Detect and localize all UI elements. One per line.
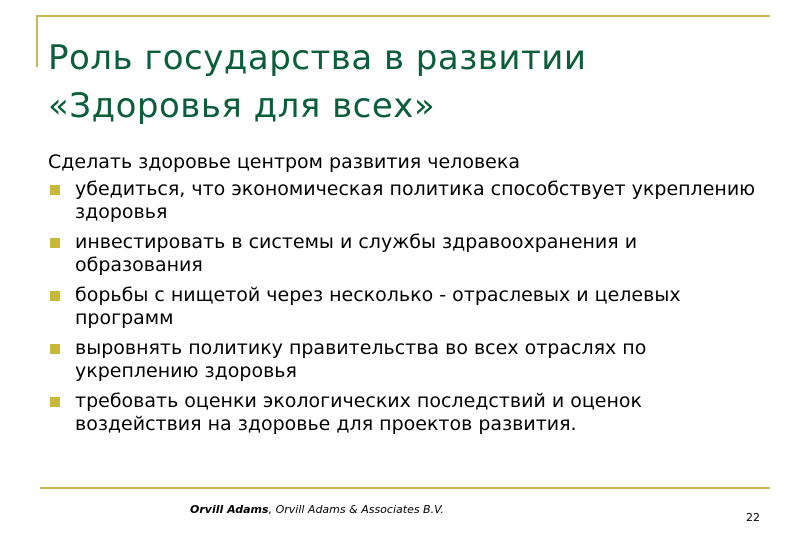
square-bullet-icon <box>50 185 60 195</box>
bullet-item <box>48 231 768 277</box>
author-affiliation: , Orvill Adams & Associates B.V. <box>268 503 444 516</box>
footer-author <box>190 503 444 516</box>
bullet-text: инвестировать в системы и службы здравоохранения и образования <box>75 231 638 276</box>
bullet-list <box>48 178 768 436</box>
slide-title <box>48 34 788 130</box>
bullet-item <box>48 284 768 330</box>
bullet-text: борьбы с нищетой через несколько - отраслевых и целевых программ <box>75 284 681 329</box>
author-name: Orvill Adams <box>190 503 269 516</box>
title-line-2: «Здоровья для всех» <box>48 86 436 126</box>
slide-body <box>48 150 768 443</box>
left-rule <box>36 15 38 67</box>
bullet-text: выровнять политику правительства во всех отраслях по укреплению здоровья <box>75 337 647 382</box>
bullet-item <box>48 178 768 224</box>
bullet-text: требовать оценки экологических последствий и оценок воздействия на здоровье для проектов развития. <box>75 390 643 435</box>
bottom-rule <box>40 487 770 489</box>
intro-text: Сделать здоровье центром развития человека <box>48 151 520 173</box>
square-bullet-icon <box>50 238 60 248</box>
square-bullet-icon <box>50 397 60 407</box>
square-bullet-icon <box>50 291 60 301</box>
bullet-item <box>48 337 768 383</box>
bullet-text: убедиться, что экономическая политика способствует укреплению здоровья <box>75 178 756 223</box>
title-line-1: Роль государства в развитии <box>48 38 587 78</box>
page-number: 22 <box>746 511 760 524</box>
top-rule <box>36 15 770 17</box>
bullet-item <box>48 390 768 436</box>
square-bullet-icon <box>50 344 60 354</box>
